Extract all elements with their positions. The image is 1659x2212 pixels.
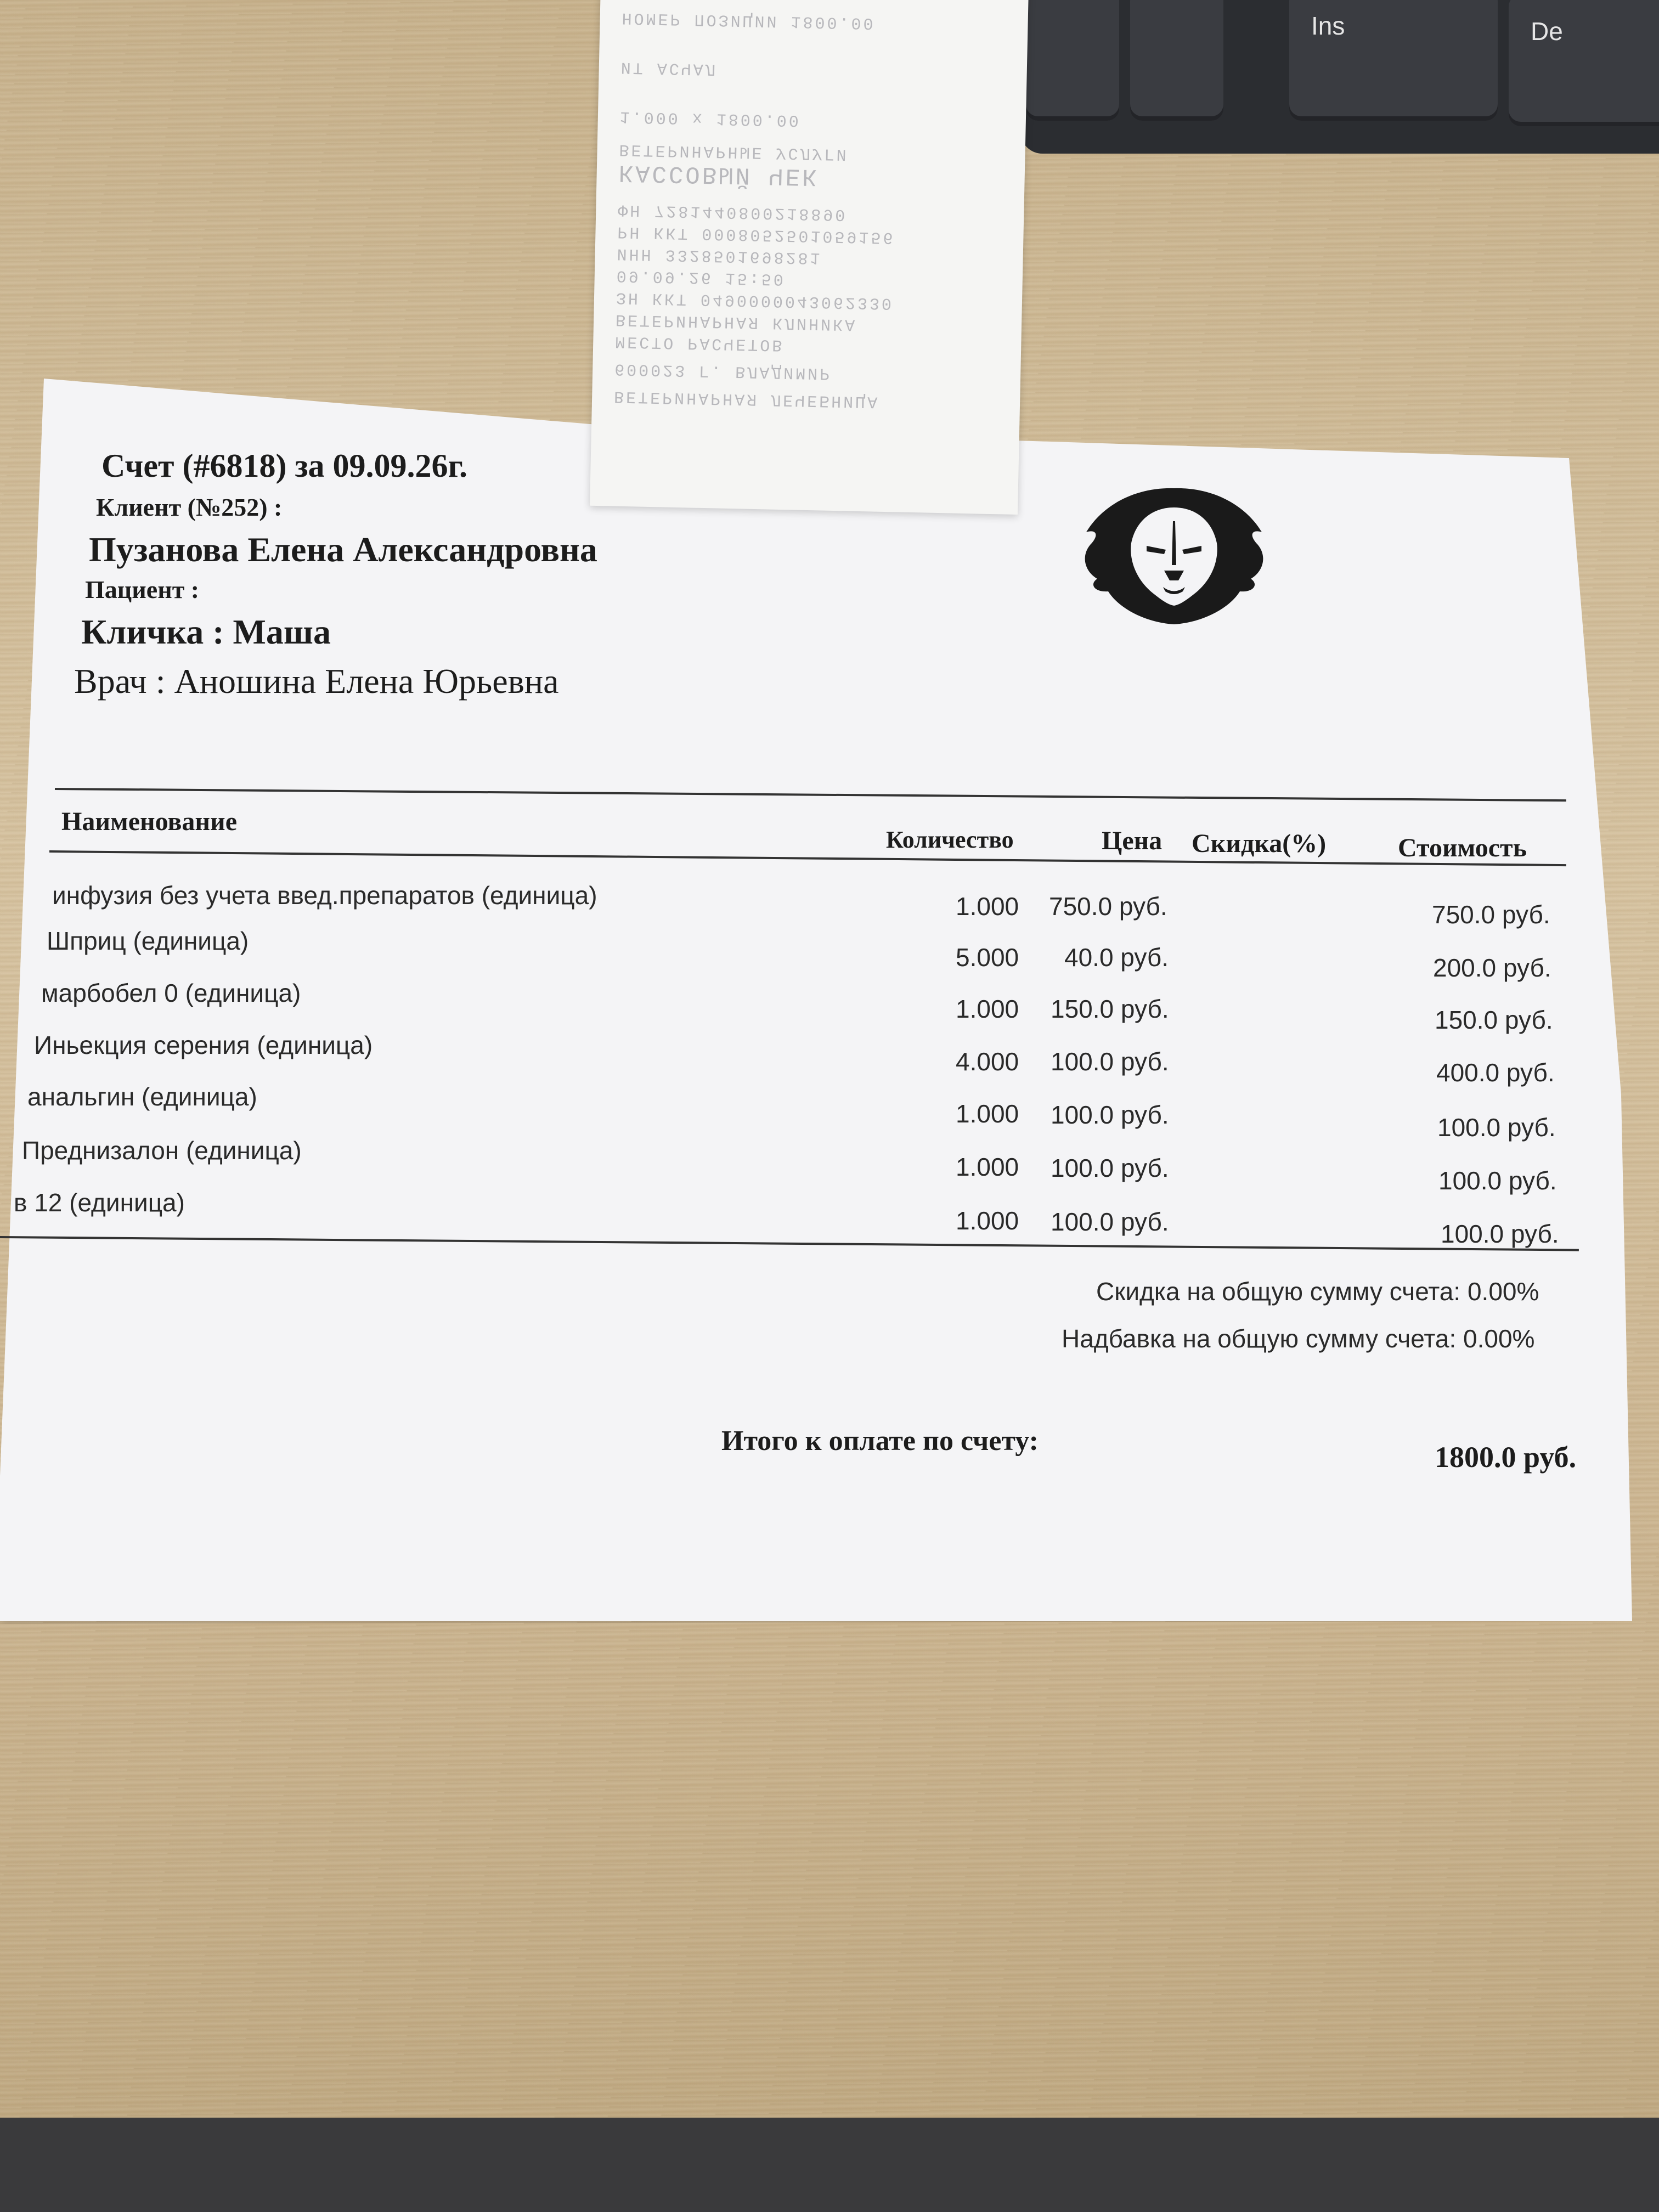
row-item-price: 100.0 руб.	[1051, 1047, 1169, 1076]
doctor-name: Врач : Аношина Елена Юрьевна	[74, 662, 559, 701]
keyboard-key-delete	[1509, 0, 1659, 126]
row-item-cost: 150.0 руб.	[1435, 1006, 1553, 1034]
client-name: Пузанова Елена Александровна	[89, 530, 597, 569]
receipt-line: ФН 7281440800218890	[617, 200, 848, 224]
keyboard-key	[1130, 0, 1223, 121]
col-header-name: Наименование	[61, 807, 237, 836]
row-item-name: Иньекция серения (единица)	[34, 1031, 373, 1059]
row-item-cost: 200.0 руб.	[1433, 953, 1551, 982]
row-item-name: Шприц (единица)	[47, 927, 249, 955]
row-item-cost: 400.0 руб.	[1436, 1058, 1555, 1087]
row-item-cost: 100.0 руб.	[1441, 1220, 1559, 1248]
bottom-strip	[0, 2118, 1659, 2212]
row-item-price: 100.0 руб.	[1051, 1154, 1169, 1182]
receipt-line: ИНН 3328501698281	[617, 244, 823, 267]
key-label-delete: De	[1531, 17, 1563, 46]
key-label-ins: Ins	[1311, 12, 1345, 40]
row-item-price: 150.0 руб.	[1051, 995, 1169, 1023]
row-item-name: в 12 (единица)	[14, 1188, 185, 1217]
markup-summary: Надбавка на общую сумму счета: 0.00%	[1062, 1324, 1535, 1353]
receipt-line: ВЕТЕРИНАРНАЯ КЛИНИКА	[615, 309, 857, 334]
receipt-line: РН ККТ 0008052501059156	[617, 222, 895, 247]
receipt-line: 1.000 x 1800.00	[619, 106, 802, 129]
row-item-cost: 100.0 руб.	[1438, 1166, 1557, 1195]
total-value: 1800.0 руб.	[1435, 1441, 1577, 1474]
receipt-line: ЗН ККТ 0490000043062330	[616, 287, 894, 313]
row-item-cost: 750.0 руб.	[1432, 900, 1550, 929]
receipt-line: КАССОВЫЙ ЧЕК	[618, 158, 820, 190]
total-label: Итого к оплате по счету:	[721, 1425, 1039, 1457]
row-item-name: Преднизалон (единица)	[22, 1136, 302, 1165]
discount-summary: Скидка на общую сумму счета: 0.00%	[1096, 1277, 1539, 1306]
row-item-name: инфузия без учета введ.препаратов (единица)	[52, 881, 597, 910]
receipt-line: МЕСТО РАСЧЕТОВ	[614, 331, 785, 354]
row-item-price: 40.0 руб.	[1064, 943, 1169, 972]
row-item-qty: 1.000	[956, 892, 1019, 921]
row-item-price: 100.0 руб.	[1051, 1101, 1169, 1129]
receipt-line: 09.09.26 15:50	[616, 266, 786, 289]
receipt-line: ВЕТЕРИНАРНАЯ ЛЕЧЕБНИЦА	[613, 386, 880, 411]
row-item-qty: 4.000	[956, 1047, 1019, 1076]
patient-label: Пациент :	[85, 575, 200, 603]
receipt-line: ИТ ACЧAЛ	[620, 57, 718, 78]
col-header-cost: Стоимость	[1398, 833, 1527, 862]
col-header-discount: Скидка(%)	[1192, 829, 1327, 858]
col-header-qty: Количество	[886, 826, 1014, 853]
row-item-qty: 1.000	[956, 1206, 1019, 1235]
client-label: Клиент (№252) :	[96, 493, 283, 521]
keyboard	[1020, 0, 1659, 154]
row-item-name: анальгин (единица)	[27, 1082, 257, 1111]
keyboard-key-ins	[1289, 0, 1498, 121]
row-item-cost: 100.0 руб.	[1437, 1113, 1556, 1142]
col-header-price: Цена	[1102, 826, 1163, 855]
row-item-qty: 1.000	[956, 995, 1019, 1023]
lion-head-icon	[1070, 483, 1278, 625]
row-item-qty: 1.000	[956, 1099, 1019, 1128]
pet-name: Кличка : Маша	[81, 612, 331, 651]
row-item-name: марбобел 0 (единица)	[41, 979, 301, 1007]
cash-receipt	[590, 0, 1029, 515]
receipt-line: 600023 Г. ВЛАДИМИР	[614, 359, 832, 382]
invoice-title: Счет (#6818) за 09.09.26г.	[101, 448, 468, 484]
row-item-qty: 5.000	[956, 943, 1019, 972]
row-item-price: 750.0 руб.	[1049, 892, 1167, 921]
receipt-line: ВЕТЕРИНАРНЫЕ УСЛУГИ	[619, 139, 849, 163]
row-item-price: 100.0 руб.	[1051, 1207, 1169, 1236]
receipt-line: HOMEP ПОЗИЦИИ 1800.00	[622, 8, 876, 32]
keyboard-key	[1026, 0, 1119, 121]
row-item-qty: 1.000	[956, 1153, 1019, 1181]
